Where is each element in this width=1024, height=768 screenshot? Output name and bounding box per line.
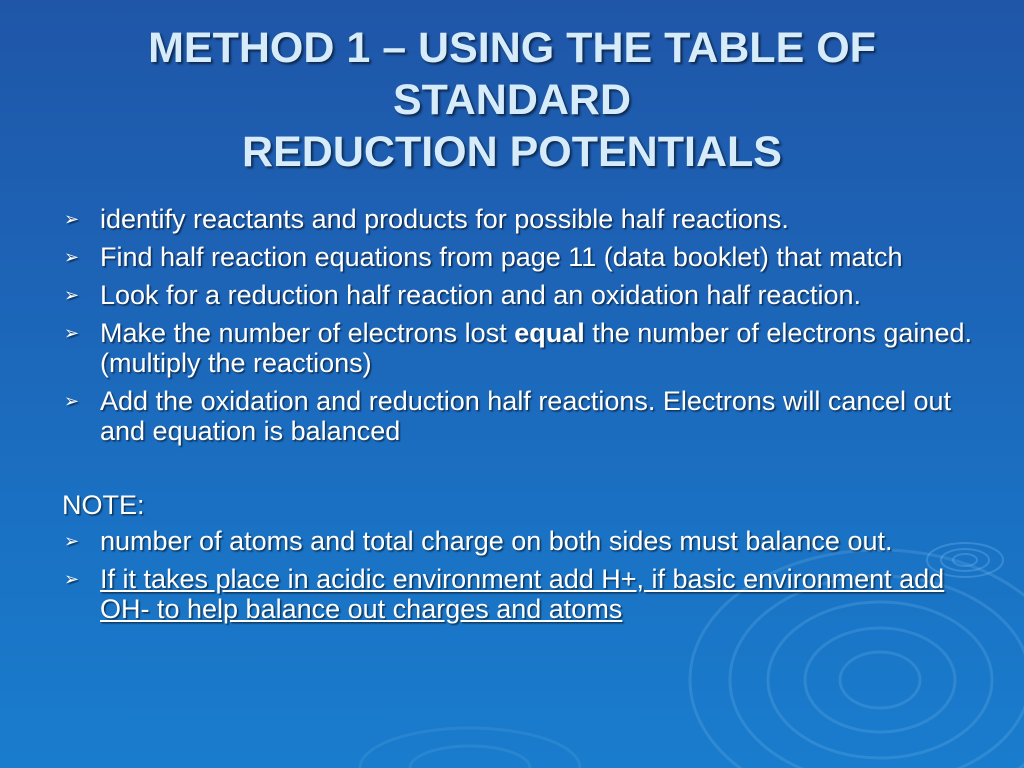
slide-title xyxy=(40,22,984,178)
bullet-text-after: the number of electrons gained. (multiply the reactions) xyxy=(100,318,972,378)
spacer xyxy=(62,454,972,490)
bullet-text: Find half reaction equations from page 11 (data booklet) that match xyxy=(100,242,903,272)
list-item xyxy=(62,280,972,310)
list-item xyxy=(62,318,972,378)
arrow-bullet-icon: ➢ xyxy=(64,209,80,229)
underlined-bullet-text: If it takes place in acidic environment add H+, if basic environment add OH- to help balance out charges and atoms xyxy=(100,564,945,624)
arrow-bullet-icon: ➢ xyxy=(64,531,80,551)
notes-list xyxy=(62,526,972,624)
list-item xyxy=(62,242,972,272)
list-item xyxy=(62,526,972,556)
list-item xyxy=(62,204,972,234)
bullet-text: identify reactants and products for possible half reactions. xyxy=(100,204,789,234)
arrow-bullet-icon: ➢ xyxy=(64,323,80,343)
bullet-text-before: Make the number of electrons lost xyxy=(100,318,515,348)
bullet-text: number of atoms and total charge on both sides must balance out. xyxy=(100,526,893,556)
arrow-bullet-icon: ➢ xyxy=(64,247,80,267)
note-label: NOTE: xyxy=(62,490,145,520)
steps-list xyxy=(62,204,972,446)
emphasis-equal: equal xyxy=(514,318,585,348)
title-line: METHOD 1 – USING THE TABLE OF xyxy=(148,24,876,72)
title-line: REDUCTION POTENTIALS xyxy=(242,128,782,176)
arrow-bullet-icon: ➢ xyxy=(64,391,80,411)
list-item xyxy=(62,564,972,624)
arrow-bullet-icon: ➢ xyxy=(64,285,80,305)
list-item xyxy=(62,386,972,446)
bullet-text: Look for a reduction half reaction and an oxidation half reaction. xyxy=(100,280,861,310)
title-line: STANDARD xyxy=(392,76,632,124)
bullet-text: Add the oxidation and reduction half reactions. Electrons will cancel out and equation is balanced xyxy=(100,386,952,446)
arrow-bullet-icon: ➢ xyxy=(64,569,80,589)
slide-body xyxy=(62,204,972,632)
